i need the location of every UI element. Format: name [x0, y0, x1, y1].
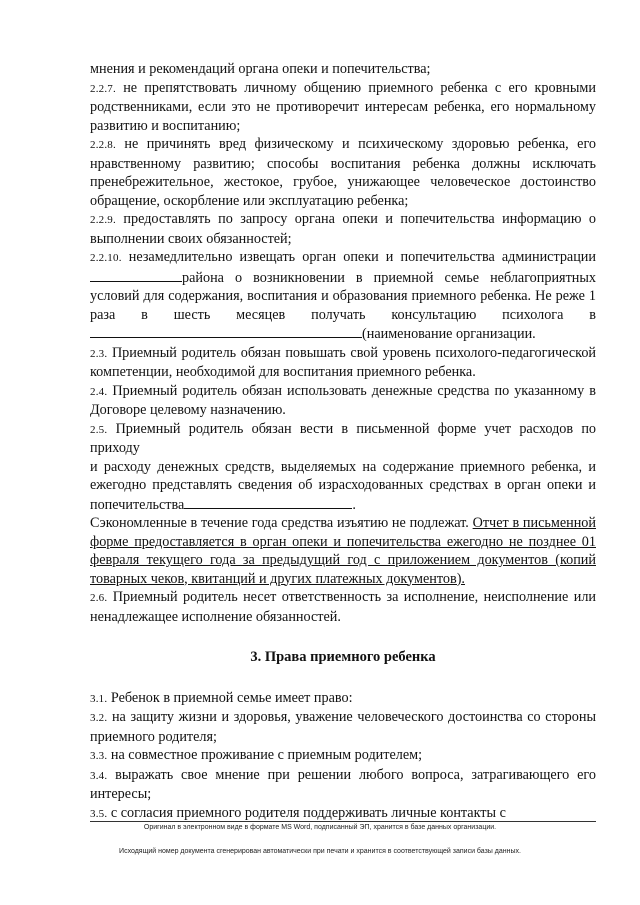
- clause-number: 2.2.7.: [90, 82, 116, 95]
- paragraph-3-2: [90, 708, 596, 746]
- paragraph-intro-tail: мнения и рекомендаций органа опеки и попечительства;: [90, 61, 431, 77]
- paragraph-2-5-continued: и расходу денежных средств, выделяемых на содержание приемного ребенка, и ежегодно представлять сведения об израсходованных средствах в орган опеки и попечительства .: [90, 458, 596, 513]
- clause-text: не препятствовать личному общению приемного ребенка с его кровными родственниками, если это не противоречит интересам ребенка, его нормальному развитию и воспитанию;: [90, 79, 597, 134]
- clause-text: выражать свое мнение при решении любого вопроса, затрагивающего его интересы;: [90, 766, 596, 802]
- paragraph-2-4: [90, 382, 596, 420]
- clause-text: на совместное проживание с приемным родителем;: [110, 747, 423, 763]
- paragraph-2-3: [90, 344, 596, 382]
- document-body: [90, 60, 596, 823]
- clause-text: не причинять вред физическому и психическому здоровью ребенка, его нравственному развитию; способы воспитания ребенка должны исключать пренебрежительное, жестокое, грубое, унижающее человеческое достоинство обращение, оскорбление или эксплуатацию ребенка;: [90, 136, 597, 209]
- report-requirement-underlined: Отчет в письменной форме предоставляется в орган опеки и попечительства ежегодно не позднее 01 февраля текущего года за предыдущий год с приложением документов (копий товарных чеков, квитанций и других платежных документов).: [90, 515, 596, 587]
- paragraph-savings: Сэкономленные в течение года средства изъятию не подлежат. Отчет в письменной форме предоставляется в орган опеки и попечительства ежегодно не позднее 01 февраля текущего года за предыдущий год с приложением документов (копий товарных чеков, квитанций и других платежных документов).: [90, 515, 596, 587]
- blank-administration-field: [90, 268, 182, 282]
- paragraph-2-2-9: [90, 210, 596, 248]
- paragraph-2-2-10: 2.2.10. незамедлительно извещать орган опеки и попечительства администрации района о возникновении в приемной семье неблагоприятных условий для содержания, воспитания и образования приемного ребенка. Не реже 1 раза в шесть месяцев получать консультацию психолога в (наименование организации.: [90, 249, 596, 342]
- clause-number: 3.1.: [90, 692, 108, 705]
- paragraph-2-2-8: [90, 135, 596, 210]
- clause-number: 2.4.: [90, 385, 108, 398]
- clause-text: Ребенок в приемной семье имеет право:: [110, 689, 353, 706]
- clause-text: Приемный родитель обязан повышать свой уровень психолого-педагогической компетенции, необходимой для воспитания приемного ребенка.: [90, 344, 596, 380]
- section-3-heading: 3. Права приемного ребенка: [250, 649, 436, 665]
- clause-number: 2.3.: [90, 347, 108, 360]
- footer-divider: [90, 821, 596, 822]
- footer-original-note: Оригинал в электронном виде в формате MS Word, подписанный ЭП, хранится в базе данных организации.: [143, 824, 497, 831]
- clause-number: 2.2.10.: [90, 252, 122, 264]
- clause-number: 2.2.9.: [90, 214, 116, 226]
- clause-number: 2.2.8.: [90, 139, 116, 151]
- clause-text: с согласия приемного родителя поддерживать личные контакты с: [110, 804, 506, 821]
- clause-text: Приемный родитель несет ответственность за исполнение, неисполнение или ненадлежащее исполнение обязанностей.: [90, 589, 596, 625]
- clause-number: 2.5.: [90, 423, 108, 436]
- paragraph-3-4: [90, 766, 596, 804]
- clause-number: 2.6.: [90, 592, 108, 604]
- clause-text: на защиту жизни и здоровья, уважение человеческого достоинства со стороны приемного родителя;: [90, 709, 596, 745]
- clause-number: 3.3.: [90, 750, 108, 762]
- paragraph-3-1: [90, 689, 596, 709]
- paragraph-2-6: [90, 588, 596, 626]
- clause-text: предоставлять по запросу органа опеки и попечительства информацию о выполнении своих обязанностей;: [90, 211, 597, 247]
- footer-number-note: Исходящий номер документа сгенерирован автоматически при печати и хранится в соответствующей записи базы данных.: [119, 848, 521, 855]
- clause-number: 3.2.: [90, 712, 108, 724]
- blank-organization-field: [90, 324, 362, 338]
- paragraph-2-5: 2.5. Приемный родитель обязан вести в письменной форме учет расходов по приходу: [90, 420, 597, 456]
- clause-number: 3.4.: [90, 769, 108, 782]
- clause-number: 3.5.: [90, 807, 108, 820]
- paragraph-2-2-7: [90, 79, 596, 136]
- blank-guardianship-field: [184, 495, 352, 509]
- paragraph-3-3: [90, 746, 596, 766]
- clause-text: Приемный родитель обязан использовать денежные средства по указанному в Договоре целевому назначению.: [90, 382, 597, 418]
